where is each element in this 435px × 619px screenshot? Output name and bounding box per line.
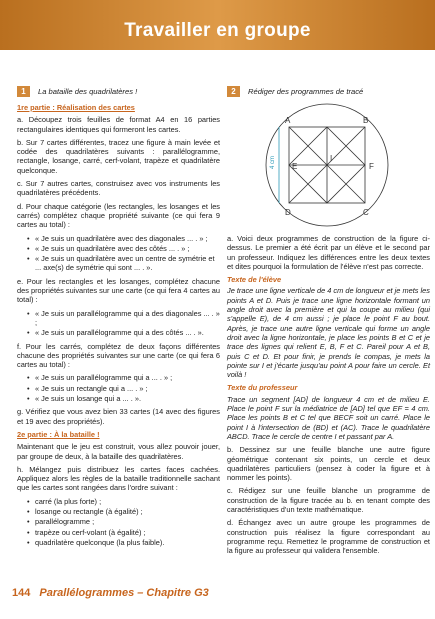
list-item: • losange ou rectangle (à égalité) ; [27, 507, 220, 516]
step-c: c. Rédigez sur une feuille blanche un programme de construction de la figure tracée au b. en tenant compte des caractéristiques d'un texte mathématique. [227, 486, 430, 515]
section-2-header [227, 86, 430, 97]
section-1 [17, 86, 220, 551]
label-e: E [292, 162, 298, 171]
label-b: B [363, 116, 369, 125]
section-title: Rédiger des programmes de tracé [248, 86, 364, 96]
geometry-figure [227, 103, 430, 228]
header-banner [0, 0, 435, 50]
list-item: • « Je suis un quadrilatère avec un centre de symétrie et ... axe(s) de symétrie qui sont ... . ». [27, 254, 220, 273]
section-2 [227, 86, 430, 560]
list-item: • « Je suis un parallélogramme qui a des côtés ... . ». [27, 328, 220, 337]
chapter-title: Parallélogrammes – Chapitre G3 [39, 587, 209, 599]
step-g: g. Vérifiez que vous avez bien 33 cartes (14 avec des figures et 19 avec des propriétés). [17, 407, 220, 426]
label-a: A [285, 116, 291, 125]
part-1-heading: 1re partie : Réalisation des cartes [17, 103, 135, 112]
step-e-list [17, 309, 220, 338]
label-c: C [363, 208, 369, 217]
list-item: • parallélogramme ; [27, 517, 220, 526]
step-c: c. Sur 7 autres cartes, construisez avec vos instruments les quadrilatères précédents. [17, 179, 220, 198]
student-text: Je trace une ligne verticale de 4 cm de longueur et je mets les points A et D. Puis je trace une ligne horizontale formant un angle droit avec la première et qui la coupe au milieu (qui s'appelle E), de 4 cm aussi ; je place le point F au bout. Après, je trace une autre ligne verticale qui forme un angle droit avec la ligne horizontale, je place les points B et C et je trace des lignes qui relient E, B, F et C. Pareil pour A et B, puis C et D. Et pour finir, je prends le compas, je mets la pointe sur I et j'écarte jusqu'au point A pour faire un cercle. Et voilà ! [227, 286, 430, 380]
step-f: f. Pour les carrés, complétez de deux façons différentes chacune des propriétés suivantes sur une carte (ce qui fera 6 cartes au total) : [17, 341, 220, 370]
page-footer [12, 587, 209, 599]
list-item: • « Je suis un quadrilatère avec des côtés ... . » ; [27, 244, 220, 253]
label-i: I [330, 154, 333, 163]
student-text-heading: Texte de l'élève [227, 275, 282, 285]
section-number: 1 [17, 86, 30, 97]
step-h: h. Mélangez puis distribuez les cartes faces cachées. Appliquez alors les règles de la bataille traditionnelle sachant que les cartes sont rangées dans l'ordre suivant : [17, 464, 220, 493]
construction-figure [227, 103, 430, 228]
list-item: • « Je suis un losange qui a ... . ». [27, 394, 220, 403]
part-2-intro: Maintenant que le jeu est construit, vous allez pouvoir jouer, par groupe de deux, à la bataille des quadrilatères. [17, 442, 220, 461]
step-d-list [17, 234, 220, 273]
teacher-text: Trace un segment [AD] de longueur 4 cm et de milieu E. Place le point F sur la médiatrice de [AD] tel que EF = 4 cm. Place les points B et C tel que BECF soit un carré. Place le point I à l'intersection de (BD) et (AC). Trace le quadrilatère ABCD. Trace le cercle de centre I et passant par A. [227, 394, 430, 441]
section-1-header [17, 86, 220, 97]
list-item: • quadrilatère quelconque (la plus faible). [27, 538, 220, 547]
section-number: 2 [227, 86, 240, 97]
length-label: 4 cm [270, 155, 276, 169]
step-b: b. Sur 7 cartes différentes, tracez une figure à main levée et codée des quadrilatères suivants : parallélogramme, rectangle, losange, carré, cerf-volant, trapèze et quadrilatère quelconque. [17, 137, 220, 175]
teacher-text-heading: Texte du professeur [227, 383, 298, 393]
part-2-heading: 2e partie : À la bataille ! [17, 429, 100, 439]
list-item: • carré (la plus forte) ; [27, 497, 220, 506]
step-a: a. Voici deux programmes de construction de la figure ci-dessus. Le premier a été écrit par un élève et le second par un professeur. Indiquez les différences entre les deux textes et dites pourquoi la formulation de l'élève n'est pas correcte. [227, 234, 430, 271]
step-d: d. Pour chaque catégorie (les rectangles, les losanges et les carrés) complétez chaque propriété suivante (ce qui fera 9 cartes au total) : [17, 201, 220, 230]
page-number: 144 [12, 587, 31, 599]
list-item: • trapèze ou cerf-volant (à égalité) ; [27, 528, 220, 537]
step-a: a. Découpez trois feuilles de format A4 en 16 parties rectangulaires identiques qui formeront les cartes. [17, 115, 220, 134]
label-f: F [369, 162, 374, 171]
step-e: e. Pour les rectangles et les losanges, complétez chacune des propriétés suivantes sur une carte (ce qui fera 4 cartes au total) : [17, 276, 220, 305]
step-h-list [17, 497, 220, 547]
list-item: • « Je suis un quadrilatère avec des diagonales ... . » ; [27, 234, 220, 243]
section-title: La bataille des quadrilatères ! [38, 86, 138, 96]
label-d: D [285, 208, 291, 217]
page-title: Travailler en groupe [124, 20, 311, 41]
step-f-list [17, 373, 220, 403]
step-b: b. Dessinez sur une feuille blanche une autre figure géométrique contenant six points, un cercle et deux quadrilatères particuliers (pensez à coder la figure et à nommer les points). [227, 445, 430, 483]
step-d: d. Échangez avec un autre groupe les programmes de construction puis réalisez la figure correspondant au programme reçu. Remettez le programme de construction et la figure au professeur qui validera l'ensemble. [227, 518, 430, 556]
list-item: • « Je suis un parallélogramme qui a des diagonales ... . » ; [27, 309, 220, 328]
list-item: • « Je suis un rectangle qui a ... . » ; [27, 384, 220, 393]
list-item: • « Je suis un parallélogramme qui a ... . » ; [27, 373, 220, 382]
